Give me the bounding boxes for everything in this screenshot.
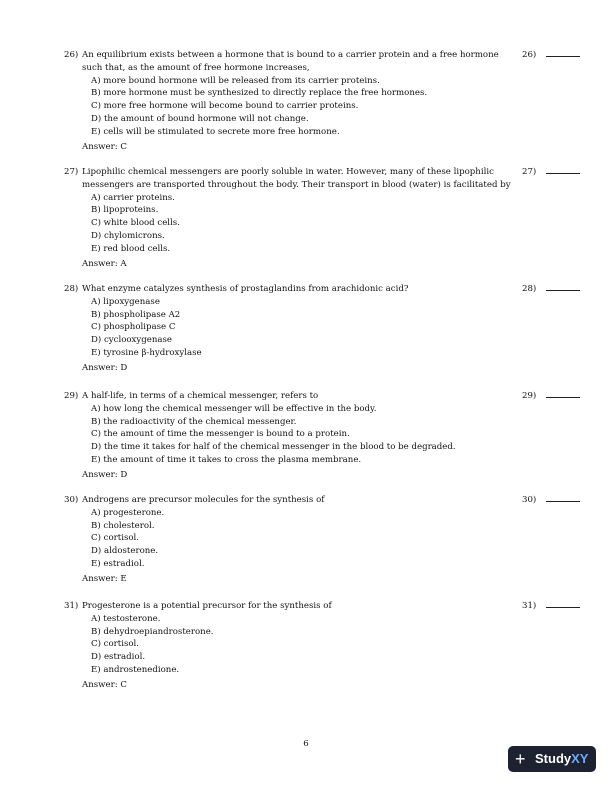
answer-blank-label: 30) [522,495,537,505]
option-a: A) lipoxygenase [91,296,160,307]
option-a: A) how long the chemical messenger will be effective in the body. [91,403,377,414]
question-number: 28) [64,284,79,294]
option-c: C) phospholipase C [91,322,176,333]
answer-blank-line [546,391,580,398]
option-e: E) estradiol. [91,558,145,569]
question-text: Androgens are precursor molecules for the synthesis of [82,495,325,505]
answer-blank [522,283,602,296]
question-text: Progesterone is a potential precursor for the synthesis of [82,601,332,611]
answer-blank-line [546,601,580,608]
option-e: E) tyrosine β-hydroxylase [91,347,202,358]
answer-blank-label: 27) [522,167,537,177]
question-26 [64,49,604,153]
option-a: A) progesterone. [91,507,165,518]
question-text: What enzyme catalyzes synthesis of prostaglandins from arachidonic acid? [82,284,409,294]
answer-options [91,296,604,360]
answer-options [91,192,604,256]
answer-key: Answer: A [82,258,127,269]
question-stem [64,600,512,613]
question-stem [64,49,512,75]
answer-options [91,507,604,571]
answer-blank [522,390,602,403]
option-e: E) the amount of time it takes to cross the plasma membrane. [91,454,362,465]
option-b: B) phospholipase A2 [91,309,181,320]
question-28 [64,283,604,375]
option-e: E) androstenedione. [91,664,180,675]
question-text: A half-life, in terms of a chemical messenger, refers to [82,391,319,401]
option-b: B) the radioactivity of the chemical messenger. [91,416,297,427]
answer-blank-line [546,50,580,57]
question-number: 27) [64,167,79,177]
question-27 [64,166,604,270]
question-stem [64,494,512,507]
answer-blank [522,49,602,62]
watermark-brand-prefix: Study [535,751,572,766]
question-number: 31) [64,601,79,611]
question-29 [64,390,604,482]
plus-icon: + [515,749,526,769]
answer-options [91,613,604,677]
option-c: C) cortisol. [91,533,140,544]
option-d: D) aldosterone. [91,546,159,557]
watermark-brand-suffix: XY [571,751,589,766]
answer-blank [522,600,602,613]
option-c: C) white blood cells. [91,218,180,229]
question-30 [64,494,604,586]
answer-blank-line [546,495,580,502]
question-31 [64,600,604,692]
answer-blank-line [546,284,580,291]
option-c: C) cortisol. [91,639,140,650]
answer-blank [522,166,602,179]
option-d: D) the amount of bound hormone will not change. [91,113,309,124]
option-c: C) the amount of time the messenger is bound to a protein. [91,429,350,440]
answer-blank-line [546,167,580,174]
option-d: D) estradiol. [91,652,146,663]
option-c: C) more free hormone will become bound to carrier proteins. [91,101,359,112]
answer-key: Answer: D [82,469,128,480]
studyxy-watermark[interactable] [508,746,596,772]
option-a: A) more bound hormone will be released from its carrier proteins. [91,75,380,86]
option-d: D) chylomicrons. [91,230,165,241]
option-b: B) lipoproteins. [91,205,159,216]
answer-key: Answer: C [82,141,127,152]
question-text: An equilibrium exists between a hormone that is bound to a carrier protein and a free hormone such that, as the amount of free hormone increases, [82,50,499,73]
answer-blank [522,494,602,507]
option-e: E) red blood cells. [91,243,171,254]
option-e: E) cells will be stimulated to secrete more free hormone. [91,126,340,137]
option-b: B) more hormone must be synthesized to directly replace the free hormones. [91,88,428,99]
option-b: B) dehydroepiandrosterone. [91,626,214,637]
option-d: D) cyclooxygenase [91,335,172,346]
answer-blank-label: 31) [522,601,537,611]
page-number: 6 [303,739,309,749]
question-text: Lipophilic chemical messengers are poorly soluble in water. However, many of these lipophilic messengers are transported throughout the body. Their transport in blood (water) is facilitated by [82,167,511,190]
answer-options [91,403,604,467]
question-stem [64,166,512,192]
answer-key: Answer: E [82,573,127,584]
watermark-logo [535,746,588,772]
answer-key: Answer: C [82,679,127,690]
question-number: 29) [64,391,79,401]
answer-blank-label: 26) [522,50,537,60]
question-number: 30) [64,495,79,505]
question-stem [64,283,512,296]
option-b: B) cholesterol. [91,520,155,531]
question-stem [64,390,512,403]
option-a: A) carrier proteins. [91,192,175,203]
answer-key: Answer: D [82,362,128,373]
answer-blank-label: 29) [522,391,537,401]
answer-options [91,75,604,139]
answer-blank-label: 28) [522,284,537,294]
option-a: A) testosterone. [91,613,161,624]
question-number: 26) [64,50,79,60]
option-d: D) the time it takes for half of the chemical messenger in the blood to be degraded. [91,442,456,453]
